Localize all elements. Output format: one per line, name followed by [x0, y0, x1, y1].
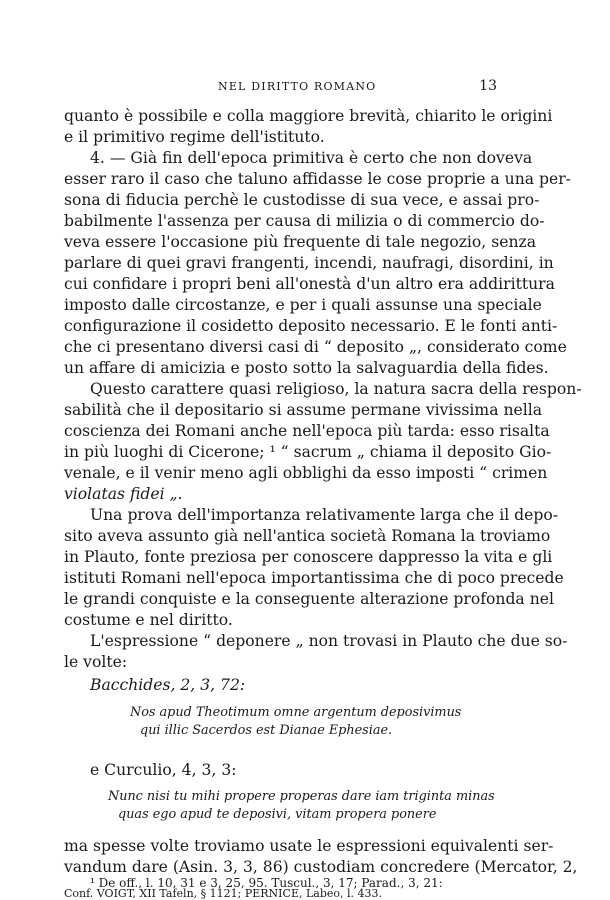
body-line: ma spesse volte troviamo usate le espressioni equivalenti ser- — [64, 837, 554, 855]
footnote-line: Conf. VOIGT, XII Tafeln, § 1121; PERNICE, Labeo, l. 433. — [64, 887, 382, 900]
body-line: Questo carattere quasi religioso, la natura sacra della respon- — [90, 380, 582, 398]
body-line: Una prova dell'importanza relativamente larga che il depo- — [90, 506, 559, 524]
body-line: costume e nel diritto. — [64, 611, 233, 629]
quote-line: qui illic Sacerdos est Dianae Ephesiae. — [140, 723, 393, 738]
body-line: istituti Romani nell'epoca importantissima che di poco precede — [64, 569, 564, 587]
body-line: esser raro il caso che taluno affidasse le cose proprie a una per- — [64, 170, 571, 188]
body-line: vandum dare (Asin. 3, 3, 86) custodiam concredere (Mercator, 2, — [64, 858, 578, 876]
body-line: in Plauto, fonte preziosa per conoscere dappresso la vita e gli — [64, 548, 553, 566]
body-line: configurazione il cosidetto deposito necessario. E le fonti anti- — [64, 317, 558, 335]
body-line: parlare di quei gravi frangenti, incendi, naufragi, disordini, in — [64, 254, 554, 272]
body-line: veva essere l'occasione più frequente di tale negozio, senza — [64, 233, 537, 251]
body-line: che ci presentano diversi casi di “ deposito „, considerato come — [64, 338, 567, 356]
body-line: sona di fiducia perchè le custodisse di sua vece, e assai pro- — [64, 191, 540, 209]
body-line: sabilità che il depositario si assume permane vivissima nella — [64, 401, 542, 419]
page-number: 13 — [479, 78, 497, 94]
citation-bacchides: Bacchides, 2, 3, 72: — [90, 676, 246, 694]
running-header: NEL DIRITTO ROMANO — [218, 80, 377, 93]
body-line: quanto è possibile e colla maggiore brevità, chiarito le origini — [64, 107, 553, 125]
body-line: e il primitivo regime dell'istituto. — [64, 128, 325, 146]
quote-line: Nos apud Theotimum omne argentum deposivimus — [130, 705, 462, 720]
body-line: in più luoghi di Cicerone; ¹ “ sacrum „ chiama il deposito Gio- — [64, 443, 552, 461]
body-line: 4. — Già fin dell'epoca primitiva è certo che non doveva — [90, 149, 533, 167]
body-line: babilmente l'assenza per causa di milizia o di commercio do- — [64, 212, 545, 230]
body-line: le volte: — [64, 653, 128, 671]
body-line: cui confidare i propri beni all'onestà d'un altro era addirittura — [64, 275, 555, 293]
body-line: un affare di amicizia e posto sotto la salvaguardia della fides. — [64, 359, 549, 377]
quote-line: Nunc nisi tu mihi propere properas dare iam triginta minas — [108, 789, 495, 804]
body-line: L'espressione “ deponere „ non trovasi in Plauto che due so- — [90, 632, 568, 650]
body-line: imposto dalle circostanze, e per i quali assunse una speciale — [64, 296, 542, 314]
body-line: violatas fidei „. — [64, 485, 183, 503]
citation-curculio: e Curculio, 4, 3, 3: — [90, 761, 237, 779]
body-line: venale, e il venir meno agli obblighi da esso imposti “ crimen — [64, 464, 548, 482]
body-line: le grandi conquiste e la conseguente alterazione profonda nel — [64, 590, 554, 608]
body-line: coscienza dei Romani anche nell'epoca più tarda: esso risalta — [64, 422, 550, 440]
quote-line: quas ego apud te deposivi, vitam propera ponere — [118, 807, 437, 822]
footnote-line: ¹ De off., l. 10, 31 e 3, 25, 95. Tuscul., 3, 17; Parad., 3, 21: — [90, 876, 443, 890]
body-line: sito aveva assunto già nell'antica società Romana la troviamo — [64, 527, 551, 545]
